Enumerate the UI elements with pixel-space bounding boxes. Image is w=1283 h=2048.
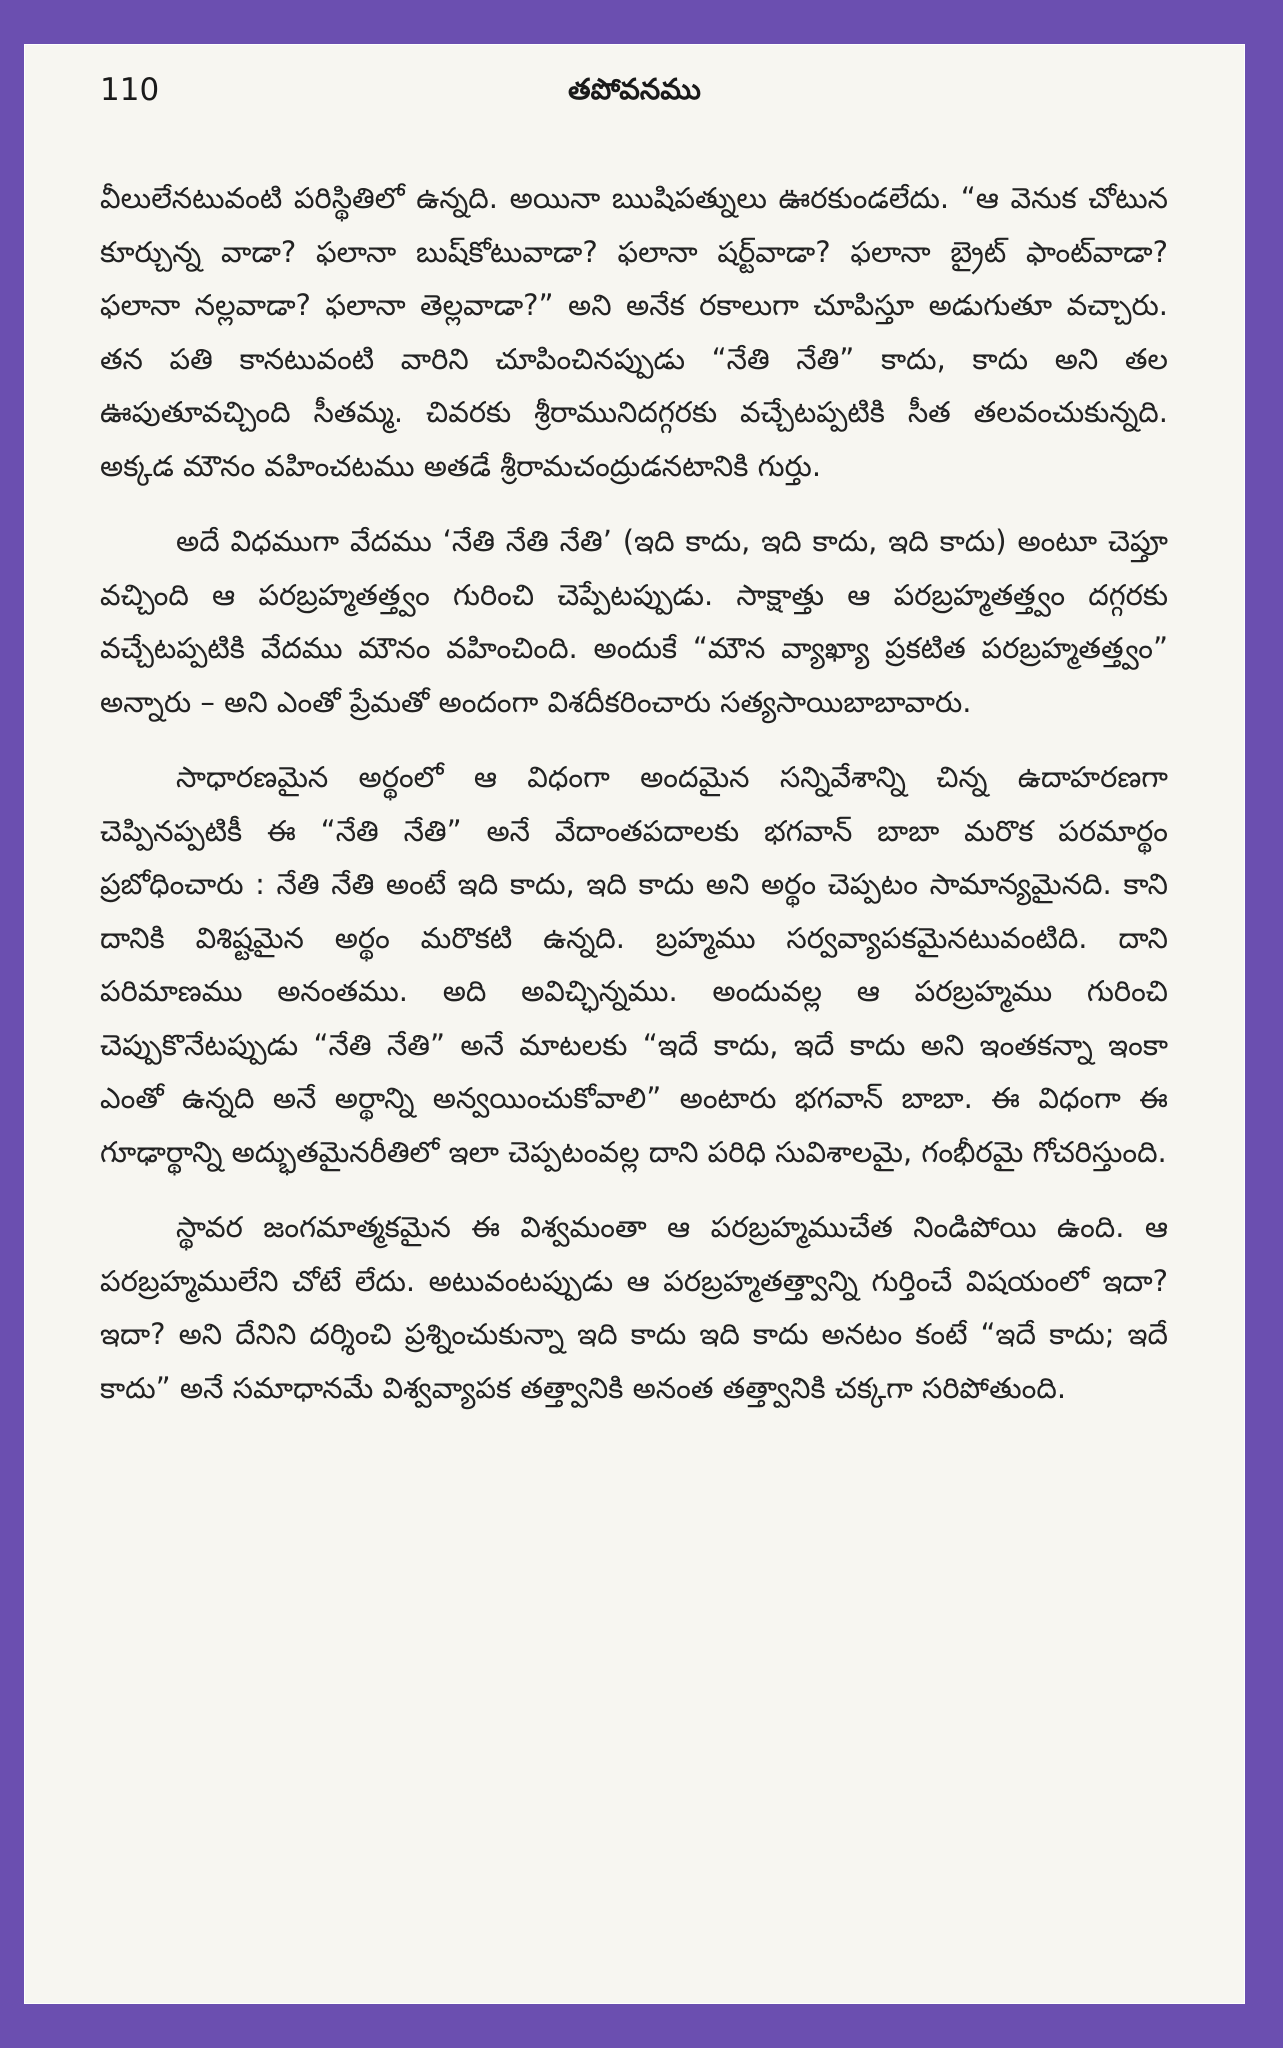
paragraph-1: వీలులేనటువంటి పరిస్థితిలో ఉన్నది. అయినా ఋషిపత్నులు ఊరకుండలేదు. “ఆ వెనుక చోటున కూర్చున్న వాడా? ఫలానా బుష్‌కోటువాడా? ఫలానా షర్ట్‌వాడా? ఫలానా బ్రైట్ ఫాంట్‌వాడా? ఫలానా నల్లవాడా? ఫలానా తెల్లవాడా?” అని అనేక రకాలుగా చూపిస్తూ అడుగుతూ వచ్చారు. తన పతి కానటువంటి వారిని చూపించినప్పుడు “నేతి నేతి” కాదు, కాదు అని తల ఊపుతూవచ్చింది సీతమ్మ. చివరకు శ్రీరామునిదగ్గరకు వచ్చేటప్పటికి సీత తలవంచుకున్నది. అక్కడ మౌనం వహించటము అతడే శ్రీరామచంద్రుడనటానికి గుర్తు. xyxy=(100,181,1168,483)
paragraph-3: సాధారణమైన అర్థంలో ఆ విధంగా అందమైన సన్నివేశాన్ని చిన్న ఉదాహరణగా చెప్పినప్పటికీ ఈ “నేతి నేతి” అనే వేదాంతపదాలకు భగవాన్ బాబా మరొక పరమార్థం ప్రబోధించారు : నేతి నేతి అంటే ఇది కాదు, ఇది కాదు అని అర్థం చెప్పటం సామాన్యమైనది. కాని దానికి విశిష్టమైన అర్థం మరొకటి ఉన్నది. బ్రహ్మము సర్వవ్యాపకమైనటువంటిది. దాని పరిమాణము అనంతము. అది అవిచ్ఛిన్నము. అందువల్ల ఆ పరబ్రహ్మము గురించి చెప్పుకొనేటప్పుడు “నేతి నేతి” అనే మాటలకు “ఇదే కాదు, ఇదే కాదు అని ఇంతకన్నా ఇంకా ఎంతో ఉన్నది అనే అర్థాన్ని అన్వయించుకోవాలి” అంటారు భగవాన్ బాబా. ఈ విధంగా ఈ గూఢార్థాన్ని అద్భుతమైనరీతిలో ఇలా చెప్పటంవల్ల దాని పరిధి సువిశాలమై, గంభీరమై గోచరిస్తుంది. xyxy=(100,760,1168,1169)
paragraph-4: స్థావర జంగమాత్మకమైన ఈ విశ్వమంతా ఆ పరబ్రహ్మముచేత నిండిపోయి ఉంది. ఆ పరబ్రహ్మములేని చోటే లేదు. అటువంటప్పుడు ఆ పరబ్రహ్మతత్త్వాన్ని గుర్తించే విషయంలో ఇదా? ఇదా? అని దేనిని దర్శించి ప్రశ్నించుకున్నా ఇది కాదు ఇది కాదు అనటం కంటే “ఇదే కాదు; ఇదే కాదు” అనే సమాధానమే విశ్వవ్యాపక తత్త్వానికి అనంత తత్త్వానికి చక్కగా సరిపోతుంది. xyxy=(100,1210,1168,1405)
running-title: తపోవనము xyxy=(568,72,701,106)
book-page xyxy=(24,44,1245,2004)
page-body xyxy=(100,172,1168,1437)
page-number: 110 xyxy=(100,72,160,108)
paragraph-2: అదే విధముగా వేదము ‘నేతి నేతి నేతి’ (ఇది కాదు, ఇది కాదు, ఇది కాదు) అంటూ చెప్తూ వచ్చింది ఆ పరబ్రహ్మతత్త్వం గురించి చెప్పేటప్పుడు. సాక్షాత్తు ఆ పరబ్రహ్మతత్త్వం దగ్గరకు వచ్చేటప్పటికి వేదము మౌనం వహించింది. అందుకే “మౌన వ్యాఖ్యా ప్రకటిత పరబ్రహ్మతత్త్వం” అన్నారు – అని ఎంతో ప్రేమతో అందంగా విశదీకరించారు సత్యసాయిబాబావారు. xyxy=(100,524,1168,719)
page-header xyxy=(24,72,1245,122)
